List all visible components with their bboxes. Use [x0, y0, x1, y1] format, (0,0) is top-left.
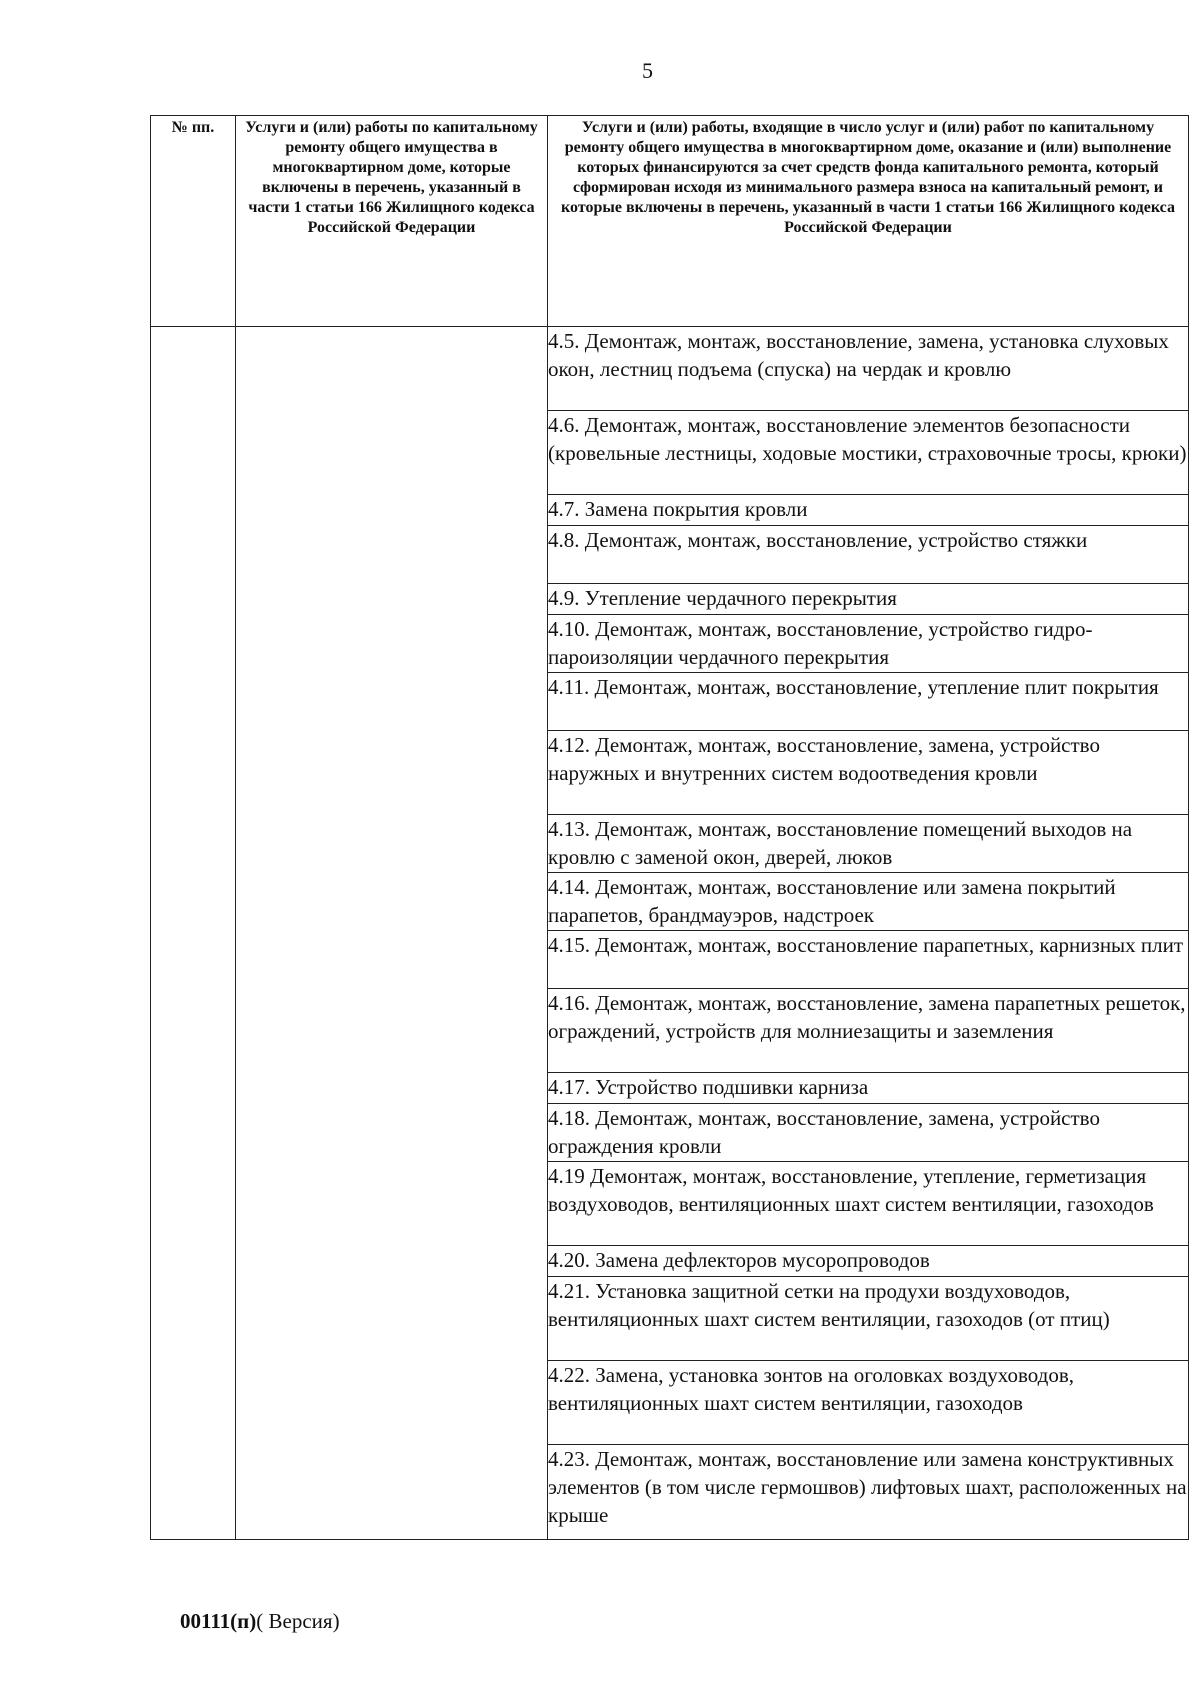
table-row: [151, 327, 1189, 411]
document-version: ( Версия): [256, 1609, 340, 1633]
service-item: 4.22. Замена, установка зонтов на оголовках воздуховодов, вентиляционных шахт систем вентиляции, газоходов: [548, 1361, 1189, 1445]
service-item: 4.23. Демонтаж, монтаж, восстановление или замена конструктивных элементов (в том числе гермошвов) лифтовых шахт, расположенных на крыше: [548, 1445, 1189, 1540]
service-item: 4.6. Демонтаж, монтаж, восстановление элементов безопасности (кровельные лестницы, ходовые мостики, страховочные тросы, крюки): [548, 411, 1189, 495]
document-footer: [180, 1609, 340, 1634]
service-item: 4.13. Демонтаж, монтаж, восстановление помещений выходов на кровлю с заменой окон, дверей, люков: [548, 815, 1189, 873]
service-item: 4.9. Утепление чердачного перекрытия: [548, 584, 1189, 615]
service-item: 4.7. Замена покрытия кровли: [548, 495, 1189, 526]
service-item: 4.18. Демонтаж, монтаж, восстановление, замена, устройство ограждения кровли: [548, 1104, 1189, 1162]
service-item: 4.11. Демонтаж, монтаж, восстановление, утепление плит покрытия: [548, 673, 1189, 731]
service-item: 4.15. Демонтаж, монтаж, восстановление парапетных, карнизных плит: [548, 931, 1189, 989]
service-item: 4.19 Демонтаж, монтаж, восстановление, утепление, герметизация воздуховодов, вентиляционных шахт систем вентиляции, газоходов: [548, 1162, 1189, 1246]
number-cell: [151, 327, 236, 1540]
service-item: 4.10. Демонтаж, монтаж, восстановление, устройство гидро-пароизоляции чердачного перекрытия: [548, 615, 1189, 673]
service-item: 4.20. Замена дефлекторов мусоропроводов: [548, 1246, 1189, 1277]
header-number-column: № пп.: [151, 116, 236, 327]
header-works-column: Услуги и (или) работы по капитальному ремонту общего имущества в многоквартирном доме, которые включены в перечень, указанный в части 1 статьи 166 Жилищного кодекса Российской Федерации: [236, 116, 548, 327]
service-item: 4.12. Демонтаж, монтаж, восстановление, замена, устройство наружных и внутренних систем водоотведения кровли: [548, 731, 1189, 815]
document-code: 00111(п): [180, 1609, 257, 1633]
table-header: [151, 116, 1189, 327]
service-item: 4.5. Демонтаж, монтаж, восстановление, замена, установка слуховых окон, лестниц подъема (спуска) на чердак и кровлю: [548, 327, 1189, 411]
service-item: 4.16. Демонтаж, монтаж, восстановление, замена парапетных решеток, ограждений, устройств для молниезащиты и заземления: [548, 989, 1189, 1073]
works-cell: [236, 327, 548, 1540]
capital-repair-table: [150, 115, 1189, 1540]
service-item: 4.8. Демонтаж, монтаж, восстановление, устройство стяжки: [548, 526, 1189, 584]
table-body: [151, 327, 1189, 1540]
service-item: 4.21. Установка защитной сетки на продухи воздуховодов, вентиляционных шахт систем вентиляции, газоходов (от птиц): [548, 1277, 1189, 1361]
service-item: 4.17. Устройство подшивки карниза: [548, 1073, 1189, 1104]
header-services-column: Услуги и (или) работы, входящие в число услуг и (или) работ по капитальному ремонту общего имущества в многоквартирном доме, оказание и (или) выполнение которых финансируются за счет средств фонда капитального ремонта, который сформирован исходя из минимального размера взноса на капитальный ремонт, и которые включены в перечень, указанный в части 1 статьи 166 Жилищного кодекса Российской Федерации: [548, 116, 1189, 327]
header-row: [151, 116, 1189, 327]
service-item: 4.14. Демонтаж, монтаж, восстановление или замена покрытий парапетов, брандмауэров, надстроек: [548, 873, 1189, 931]
page-number: 5: [642, 58, 653, 83]
